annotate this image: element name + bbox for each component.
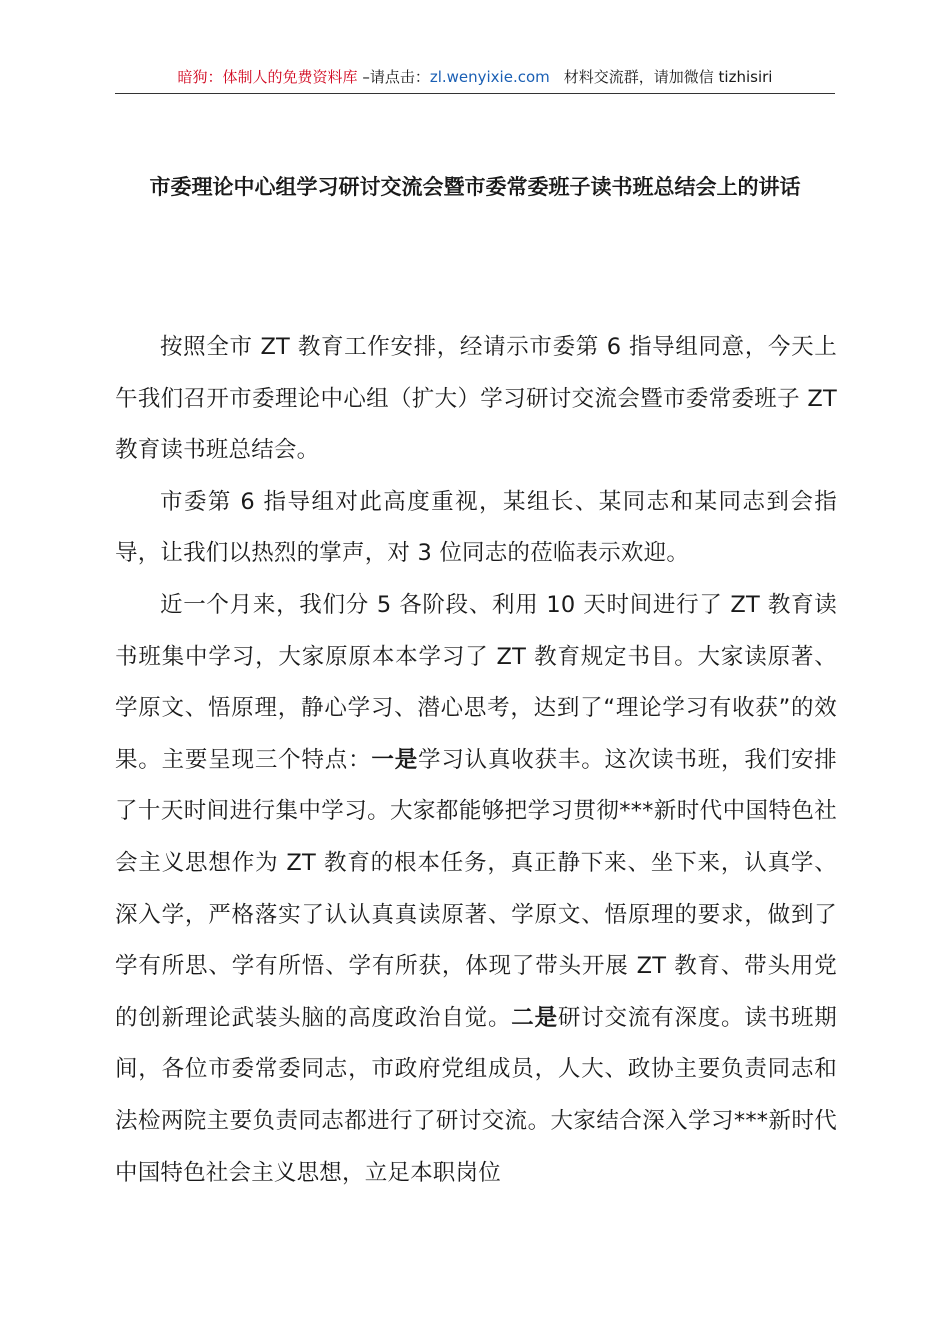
point-1-label: 一是 xyxy=(371,746,419,773)
page-header xyxy=(115,66,835,94)
paragraph-1: 按照全市 ZT 教育工作安排，经请示市委第 6 指导组同意，今天上午我们召开市委理论中心组（扩大）学习研讨交流会暨市委常委班子 ZT 教育读书班总结会。 xyxy=(115,334,837,464)
header-url-link[interactable]: zl.wenyixie.com xyxy=(429,68,550,86)
header-click-label: –请点击： xyxy=(357,68,430,86)
point-2-text: 研讨交流有深度。读书班期间，各位市委常委同志，市政府党组成员，人大、政协主要负责同志和法检两院主要负责同志都进行了研讨交流。大家结合深入学习***新时代中国特色社会主义思想，立足本职岗位 xyxy=(115,1004,837,1186)
paragraph-3 xyxy=(115,580,837,1199)
point-1-text: 学习认真收获丰。这次读书班，我们安排了十天时间进行集中学习。大家都能够把学习贯彻***新时代中国特色社会主义思想作为 ZT 教育的根本任务，真正静下来、坐下来，认真学、深入学，严格落实了认认真真读原著、学原文、悟原理的要求，做到了学有所思、学有所悟、学有所获，体现了带头开展 ZT 教育、带头用党的创新理论武装头脑的高度政治自觉。 xyxy=(115,746,837,1031)
header-brand: 暗狗：体制人的免费资料库 xyxy=(177,68,358,86)
document-title: 市委理论中心组学习研讨交流会暨市委常委班子读书班总结会上的讲话 xyxy=(149,175,801,199)
paragraph-2: 市委第 6 指导组对此高度重视，某组长、某同志和某同志到会指导，让我们以热烈的掌声，对 3 位同志的莅临表示欢迎。 xyxy=(115,488,837,567)
paragraph-3-intro: 近一个月来，我们分 5 各阶段、利用 10 天时间进行了 ZT 教育读书班集中学习，大家原原本本学习了 ZT 教育规定书目。大家读原著、学原文、悟原理，静心学习、潜心思考，达到了“理论学习有收获”的效果。主要呈现三个特点： xyxy=(115,591,837,773)
point-2-label: 二是 xyxy=(511,1004,558,1031)
document-body xyxy=(115,322,837,1199)
header-group-text: 材料交流群，请加微信 tizhisiri xyxy=(563,68,773,86)
